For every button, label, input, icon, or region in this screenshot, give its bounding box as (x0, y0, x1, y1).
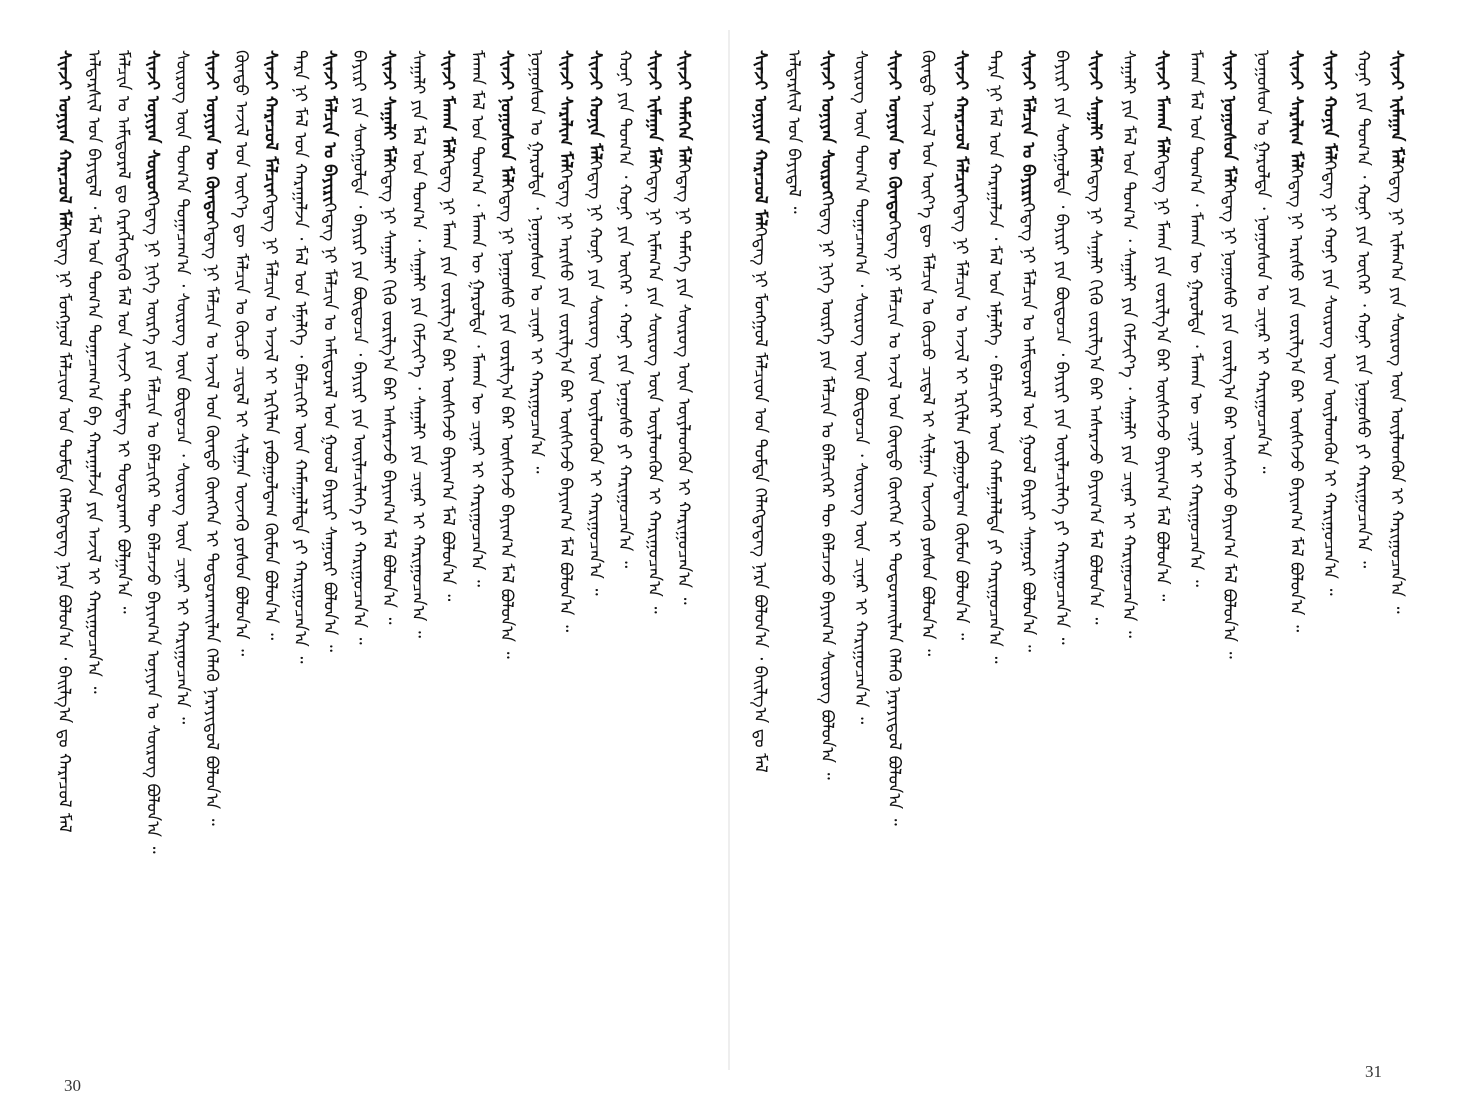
term-heading: ᠰᠢᠨᠵᠢ ᠰᠠᠭᠠᠯᠢ ᠮᠠᠯ (378, 50, 399, 165)
text-column (143, 50, 163, 1050)
term-heading: ᠰᠢᠨᠵᠢ ᠢᠮᠠᠭᠠᠨ ᠮᠠᠯ (644, 50, 664, 166)
term-heading: ᠰᠢᠨᠵᠢ ᠬᠣᠨᠢᠨ ᠮᠠᠯ (585, 50, 605, 162)
term-heading: ᠰᠢᠨᠵᠢ ᠮᠠᠯᠴᠢᠨ ᠤ ᠪᠠᠶᠢᠷᠢ (319, 50, 340, 204)
column-text: ᠪᠠᠶᠢᠷᠢ ᠶᠢᠨ ᠰᠣᠩᠭᠤᠯᠲᠠ ᠂ ᠪᠠᠶᠢᠷᠢ ᠶᠢᠨ ᠪᠦᠲᠦᠴᠡ ᠂ ᠪᠠᠶᠢᠷᠢ ᠶᠢᠨ ᠦᠶᠯᠡᠴᠢᠯᠡᠭᠡ ᠶᠢ ᠬᠠᠷᠢᠭᠤᠴᠠᠨ᠎ᠠ ᠃ (1051, 50, 1072, 645)
term-heading: ᠰᠢᠨᠵᠢ ᠤᠨᠢᠶᠡᠨ ᠦ ᠬᠦᠨᠳᠦ (201, 50, 222, 222)
column-text: ᠭᠡᠳᠡᠭ ᠨᠢ ᠢᠮᠠᠭ᠎ᠠ ᠶᠢᠨ ᠰᠦᠷᠦᠭ ᠦᠨ ᠦᠶᠯᠡᠳᠬᠦᠨ ᠢ ᠬᠠᠷᠢᠭᠤᠴᠠᠨ᠎ᠠ ᠃ (644, 165, 664, 614)
column-text: ᠭᠡᠳᠡᠭ ᠨᠢ ᠮᠠᠯᠴᠢᠨ ᠤ ᠠᠵᠢᠯ ᠤᠨ ᠬᠦᠨᠳᠦ ᠬᠥᠩᠭᠡᠨ ᠢ ᠲᠣᠳᠤᠷᠬᠠᠢᠯᠠᠨ ᠬᠡᠯᠡᠬᠦ ᠨᠡᠷᠡᠶᠢᠳᠦᠯ ᠪᠣᠯᠤᠨ᠎ᠠ ᠃ (201, 221, 222, 826)
column-text: ᠬᠣᠨᠢ ᠶᠢᠨ ᠲᠣᠭ᠎ᠠ ᠂ ᠬᠣᠨᠢ ᠶᠢᠨ ᠦᠭᠡᠷ ᠂ ᠬᠣᠨᠢ ᠶᠢᠨ ᠨᠣᠭᠤᠰᠤ ᠶᠢ ᠬᠠᠷᠢᠭᠤᠴᠠᠨ᠎ᠠ ᠃ (614, 50, 635, 569)
term-heading: ᠰᠢᠨᠵᠢ ᠤᠨᠢᠶᠡᠨ ᠰᠦᠷᠦᠭ (142, 50, 163, 198)
column-text: ᠭᠡᠳᠡᠭ ᠨᠢ ᠨᠣᠭᠤᠰᠤ ᠶᠢᠨ ᠵᠣᠷᠢᠯᠭ᠎ᠠ ᠪᠠᠷ ᠥᠰᠬᠡᠵᠦ ᠪᠠᠶᠢᠭ᠎ᠠ ᠮᠠᠯ ᠪᠣᠯᠤᠨ᠎ᠠ ᠃ (1219, 184, 1239, 659)
column-text: ᠠᠯᠳᠠᠷᠰᠢᠯ ᠤᠨ ᠪᠠᠶᠢᠳᠠᠯ ᠂ ᠮᠠᠯ ᠤᠨ ᠲᠣᠭ᠎ᠠ ᠲᠣᠭᠠᠴᠠᠭ᠎ᠠ ᠪᠠ ᠬᠠᠷᠠᠭᠠᠯᠵᠠ ᠶᠢᠨ ᠠᠵᠢᠯ ᠢ ᠬᠠᠷᠢᠭᠤᠴᠠᠨ᠎ᠠ ᠃ (83, 50, 104, 694)
column-text: ᠬᠣᠨᠢ ᠶᠢᠨ ᠲᠣᠭ᠎ᠠ ᠂ ᠬᠣᠨᠢ ᠶᠢᠨ ᠦᠭᠡᠷ ᠂ ᠬᠣᠨᠢ ᠶᠢᠨ ᠨᠣᠭᠤᠰᠤ ᠶᠢ ᠬᠠᠷᠢᠭᠤᠴᠠᠨ᠎ᠠ ᠃ (1353, 50, 1373, 569)
text-column (1387, 50, 1407, 1050)
term-heading: ᠰᠢᠨᠵᠢ ᠤᠨᠢᠶᠡᠨ ᠬᠠᠷᠠᠴᠤᠯ ᠮᠠᠯ (750, 50, 770, 228)
left-page (0, 0, 730, 1107)
column-text: ᠭᠡᠳᠡᠭ ᠨᠢ ᠮᠣᠩᠭᠣᠯ ᠮᠠᠯᠴᠢᠳ ᠤᠨ ᠳᠤᠮᠳᠠ ᠬᠡᠯᠡᠭᠳᠡᠳᠡᠭ ᠨᠡᠷᠡ ᠪᠣᠯᠤᠨ᠎ᠠ ᠂ ᠪᠠᠢᠯᠭ᠎ᠠ ᠳᠤ ᠮᠠᠯ (750, 227, 770, 773)
text-column (497, 50, 517, 1050)
text-column (951, 50, 971, 1050)
column-text: ᠰᠦᠷᠦᠭ ᠦᠨ ᠲᠣᠭ᠎ᠠ ᠲᠣᠭᠠᠴᠠᠭ᠎ᠠ ᠂ ᠰᠦᠷᠦᠭ ᠦᠨ ᠪᠦᠲᠦᠴᠡ ᠂ ᠰᠦᠷᠦᠭ ᠦᠨ ᠴᠢᠨᠠᠷ ᠢ ᠬᠠᠷᠢᠭᠤᠴᠠᠨ᠎ᠠ ᠃ (172, 50, 192, 725)
text-column (644, 50, 664, 1050)
text-column (615, 50, 635, 1050)
term-heading: ᠰᠢᠨᠵᠢ ᠬᠠᠷᠠᠴᠤᠯ ᠮᠠᠯᠴᠢᠨ (951, 50, 971, 195)
column-text: ᠭᠡᠳᠡᠭ ᠨᠢ ᠲᠡᠮᠡᠭᠡ ᠶᠢᠨ ᠰᠦᠷᠦᠭ ᠦᠨ ᠦᠶᠯᠡᠳᠬᠦᠨ ᠢ ᠬᠠᠷᠢᠭᠤᠴᠠᠨ᠎ᠠ ᠃ (673, 164, 694, 605)
text-column (585, 50, 605, 1050)
text-column (1085, 50, 1105, 1050)
text-column (290, 50, 310, 1050)
text-column (884, 50, 904, 1050)
text-column (172, 50, 192, 1050)
column-text: ᠮᠠᠬᠠᠨ ᠮᠠᠯ ᠤᠨ ᠲᠣᠭ᠎ᠠ ᠂ ᠮᠠᠬᠠᠨ ᠦ ᠭᠠᠷᠤᠯᠲᠠ ᠂ ᠮᠠᠬᠠᠨ ᠦ ᠴᠢᠨᠠᠷ ᠢ ᠬᠠᠷᠢᠭᠤᠴᠠᠨ᠎ᠠ ᠃ (467, 50, 487, 587)
term-heading: ᠰᠢᠨᠵᠢ ᠢᠮᠠᠭᠠᠨ ᠮᠠᠯ (1386, 50, 1407, 166)
column-text: ᠲᠡᠷᠡ ᠨᠢ ᠮᠠᠯ ᠤᠨ ᠬᠠᠷᠠᠭᠠᠯᠵᠠ ᠂ ᠮᠠᠯ ᠤᠨ ᠡᠮᠨᠡᠯᠭᠡ ᠂ ᠪᠡᠯᠴᠢᠭᠡᠷ ᠦᠨ ᠬᠠᠮᠠᠭᠠᠯᠠᠯᠲᠠ ᠶᠢ ᠬᠠᠷᠢᠭᠤᠴᠠᠨ᠎ᠠ ᠃ (984, 50, 1005, 664)
text-column (261, 50, 281, 1050)
text-column (1186, 50, 1206, 1050)
term-heading: ᠰᠢᠨᠵᠢ ᠬᠠᠷᠠᠴᠤᠯ ᠮᠠᠯᠴᠢᠨ (260, 50, 281, 195)
text-column (1253, 50, 1273, 1050)
text-column (202, 50, 222, 1050)
page-number-left: 30 (64, 1076, 81, 1095)
column-text: ᠭᠡᠳᠡᠭ ᠨᠢ ᠢᠮᠠᠭ᠎ᠠ ᠶᠢᠨ ᠰᠦᠷᠦᠭ ᠦᠨ ᠦᠶᠯᠡᠳᠬᠦᠨ ᠢ ᠬᠠᠷᠢᠭᠤᠴᠠᠨ᠎ᠠ ᠃ (1386, 165, 1407, 614)
column-text: ᠭᠡᠳᠡᠭ ᠨᠢ ᠮᠣᠩᠭᠣᠯ ᠮᠠᠯᠴᠢᠳ ᠤᠨ ᠳᠤᠮᠳᠠ ᠬᠡᠯᠡᠭᠳᠡᠳᠡᠭ ᠨᠡᠷᠡ ᠪᠣᠯᠤᠨ᠎ᠠ ᠂ ᠪᠠᠢᠯᠭ᠎ᠠ ᠳᠤ ᠬᠠᠷᠠᠴᠤᠯ ᠮᠠᠯ (54, 227, 74, 833)
text-column (817, 50, 837, 1050)
text-column (438, 50, 458, 1050)
column-text: ᠪᠠᠶᠢᠷᠢ ᠶᠢᠨ ᠰᠣᠩᠭᠤᠯᠲᠠ ᠂ ᠪᠠᠶᠢᠷᠢ ᠶᠢᠨ ᠪᠦᠲᠦᠴᠡ ᠂ ᠪᠠᠶᠢᠷᠢ ᠶᠢᠨ ᠦᠶᠯᠡᠴᠢᠯᠡᠭᠡ ᠶᠢ ᠬᠠᠷᠢᠭᠤᠴᠠᠨ᠎ᠠ ᠃ (349, 50, 369, 645)
text-column (320, 50, 340, 1050)
text-column (1052, 50, 1072, 1050)
term-heading: ᠰᠢᠨᠵᠢ ᠤᠨᠢᠶᠡᠨ ᠬᠠᠷᠠᠴᠤᠯ ᠮᠠᠯ (54, 50, 74, 228)
column-text: ᠬᠦᠨᠳᠦ ᠠᠵᠢᠯ ᠤᠨ ᠦᠶ᠎ᠡ ᠳᠦ ᠮᠠᠯᠴᠢᠨ ᠤ ᠬᠦᠴᠦ ᠴᠢᠳᠠᠯ ᠢ ᠰᠢᠯᠭᠠᠨ ᠦᠵᠡᠬᠦ ᠶᠣᠰᠣᠨ ᠪᠣᠯᠤᠨ᠎ᠠ ᠃ (231, 50, 251, 657)
term-heading: ᠰᠢᠨᠵᠢ ᠨᠣᠭᠤᠰᠤᠨ ᠮᠠᠯ (1219, 50, 1239, 185)
column-text: ᠮᠠᠬᠠᠨ ᠮᠠᠯ ᠤᠨ ᠲᠣᠭ᠎ᠠ ᠂ ᠮᠠᠬᠠᠨ ᠦ ᠭᠠᠷᠤᠯᠲᠠ ᠂ ᠮᠠᠬᠠᠨ ᠦ ᠴᠢᠨᠠᠷ ᠢ ᠬᠠᠷᠢᠭᠤᠴᠠᠨ᠎ᠠ ᠃ (1185, 50, 1206, 587)
column-text: ᠰᠠᠭᠠᠯᠢ ᠶᠢᠨ ᠮᠠᠯ ᠤᠨ ᠲᠣᠭ᠎ᠠ ᠂ ᠰᠠᠭᠠᠯᠢ ᠶᠢᠨ ᠬᠡᠮᠵᠢᠶ᠎ᠡ ᠂ ᠰᠠᠭᠠᠯᠢ ᠶᠢᠨ ᠴᠢᠨᠠᠷ ᠢ ᠬᠠᠷᠢᠭᠤᠴᠠᠨ᠎ᠠ ᠃ (408, 50, 428, 638)
column-text: ᠭᠡᠳᠡᠭ ᠨᠢ ᠠᠷᠢᠰᠤ ᠶᠢᠨ ᠵᠣᠷᠢᠯᠭ᠎ᠠ ᠪᠠᠷ ᠥᠰᠬᠡᠵᠦ ᠪᠠᠶᠢᠭ᠎ᠠ ᠮᠠᠯ ᠪᠣᠯᠤᠨ᠎ᠠ ᠃ (555, 169, 576, 633)
text-column (1353, 50, 1373, 1050)
text-column (918, 50, 938, 1050)
column-text: ᠭᠡᠳᠡᠭ ᠨᠢ ᠮᠠᠯᠴᠢᠨ ᠤ ᠠᠵᠢᠯ ᠢ ᠡᠷᠬᠢᠯᠡᠨ ᠶᠠᠪᠤᠭᠤᠯᠳᠠᠭ ᠬᠦᠮᠦᠨ ᠪᠣᠯᠤᠨ᠎ᠠ ᠃ (951, 194, 971, 641)
column-text: ᠭᠡᠳᠡᠭ ᠨᠢ ᠬᠣᠨᠢ ᠶᠢᠨ ᠰᠦᠷᠦᠭ ᠦᠨ ᠦᠶᠯᠡᠳᠬᠦᠨ ᠢ ᠬᠠᠷᠢᠭᠤᠴᠠᠨ᠎ᠠ ᠃ (1319, 161, 1340, 596)
text-column (349, 50, 369, 1050)
column-text: ᠠᠯᠳᠠᠷᠰᠢᠯ ᠤᠨ ᠪᠠᠶᠢᠳᠠᠯ ᠃ (783, 50, 804, 214)
text-column (1152, 50, 1172, 1050)
text-column (467, 50, 487, 1050)
column-text: ᠰᠦᠷᠦᠭ ᠦᠨ ᠲᠣᠭ᠎ᠠ ᠲᠣᠭᠠᠴᠠᠭ᠎ᠠ ᠂ ᠰᠦᠷᠦᠭ ᠦᠨ ᠪᠦᠲᠦᠴᠡ ᠂ ᠰᠦᠷᠦᠭ ᠦᠨ ᠴᠢᠨᠠᠷ ᠢ ᠬᠠᠷᠢᠭᠤᠴᠠᠨ᠎ᠠ ᠃ (850, 50, 871, 725)
column-text: ᠭᠡᠳᠡᠭ ᠨᠢ ᠰᠠᠭᠠᠯᠢ ᠬᠢᠬᠦ ᠵᠣᠷᠢᠯᠭ᠎ᠠ ᠪᠠᠷ ᠠᠰᠠᠷᠠᠵᠤ ᠪᠠᠶᠢᠭ᠎ᠠ ᠮᠠᠯ ᠪᠣᠯᠤᠨ᠎ᠠ ᠃ (378, 164, 399, 625)
term-heading: ᠰᠢᠨᠵᠢ ᠰᠠᠭᠠᠯᠢ ᠮᠠᠯ (1085, 50, 1105, 165)
column-text: ᠬᠦᠨᠳᠦ ᠠᠵᠢᠯ ᠤᠨ ᠦᠶ᠎ᠡ ᠳᠦ ᠮᠠᠯᠴᠢᠨ ᠤ ᠬᠦᠴᠦ ᠴᠢᠳᠠᠯ ᠢ ᠰᠢᠯᠭᠠᠨ ᠦᠵᠡᠬᠦ ᠶᠣᠰᠣᠨ ᠪᠣᠯᠤᠨ᠎ᠠ ᠃ (917, 50, 938, 657)
text-column (526, 50, 546, 1050)
text-column (54, 50, 74, 1050)
text-column (1119, 50, 1139, 1050)
column-text: ᠭᠡᠳᠡᠭ ᠨᠢ ᠮᠠᠬᠠ ᠶᠢᠨ ᠵᠣᠷᠢᠯᠭ᠎ᠠ ᠪᠠᠷ ᠥᠰᠬᠡᠵᠦ ᠪᠠᠶᠢᠭ᠎ᠠ ᠮᠠᠯ ᠪᠣᠯᠤᠨ᠎ᠠ ᠃ (1152, 154, 1172, 602)
column-text: ᠭᠡᠳᠡᠭ ᠨᠢ ᠨᠢᠭᠡ ᠥᠷᠬᠡ ᠶᠢᠨ ᠮᠠᠯᠴᠢᠨ ᠤ ᠪᠡᠯᠴᠢᠭᠡᠷ ᠲᠦ ᠪᠡᠯᠴᠡᠵᠦ ᠪᠠᠶᠢᠭ᠎ᠠ ᠰᠦᠷᠦᠭ ᠪᠣᠯᠤᠨ᠎ᠠ ᠃ (817, 197, 837, 780)
column-text: ᠭᠡᠳᠡᠭ ᠨᠢ ᠠᠷᠢᠰᠤ ᠶᠢᠨ ᠵᠣᠷᠢᠯᠭ᠎ᠠ ᠪᠠᠷ ᠥᠰᠬᠡᠵᠦ ᠪᠠᠶᠢᠭ᠎ᠠ ᠮᠠᠯ ᠪᠣᠯᠤᠨ᠎ᠠ ᠃ (1286, 169, 1306, 633)
text-column (113, 50, 133, 1050)
term-heading: ᠰᠢᠨᠵᠢ ᠬᠣᠨᠢᠨ ᠮᠠᠯ (1319, 50, 1340, 162)
column-text: ᠨᠣᠭᠤᠰᠤᠨ ᠤ ᠭᠠᠷᠤᠯᠲᠠ ᠂ ᠨᠣᠭᠤᠰᠤᠨ ᠤ ᠴᠢᠨᠠᠷ ᠢ ᠬᠠᠷᠢᠭᠤᠴᠠᠨ᠎ᠠ ᠃ (526, 50, 546, 474)
text-column (750, 50, 770, 1050)
term-heading: ᠰᠢᠨᠵᠢ ᠮᠠᠯᠴᠢᠨ ᠤ ᠪᠠᠶᠢᠷᠢ (1018, 50, 1038, 204)
column-text: ᠭᠡᠳᠡᠭ ᠨᠢ ᠮᠠᠬᠠ ᠶᠢᠨ ᠵᠣᠷᠢᠯᠭ᠎ᠠ ᠪᠠᠷ ᠥᠰᠬᠡᠵᠦ ᠪᠠᠶᠢᠭ᠎ᠠ ᠮᠠᠯ ᠪᠣᠯᠤᠨ᠎ᠠ ᠃ (437, 154, 458, 602)
column-text: ᠮᠠᠯᠴᠢᠨ ᠤ ᠠᠮᠢᠳᠤᠷᠠᠯ ᠳᠤ ᠬᠡᠷᠡᠭᠯᠡᠭᠳᠡᠬᠦ ᠮᠠᠯ ᠤᠨ ᠰᠢᠨᠵᠢ ᠲᠡᠮᠳᠡᠭ ᠢ ᠲᠣᠳᠤᠷᠬᠠᠢ ᠪᠣᠯᠭᠠᠨ᠎ᠠ ᠃ (113, 50, 133, 614)
column-text: ᠨᠣᠭᠤᠰᠤᠨ ᠤ ᠭᠠᠷᠤᠯᠲᠠ ᠂ ᠨᠣᠭᠤᠰᠤᠨ ᠤ ᠴᠢᠨᠠᠷ ᠢ ᠬᠠᠷᠢᠭᠤᠴᠠᠨ᠎ᠠ ᠃ (1252, 50, 1273, 474)
term-heading: ᠰᠢᠨᠵᠢ ᠨᠣᠭᠤᠰᠤᠨ ᠮᠠᠯ (496, 50, 517, 185)
term-heading: ᠰᠢᠨᠵᠢ ᠤᠨᠢᠶᠡᠨ ᠦ ᠬᠦᠨᠳᠦ (884, 50, 904, 222)
column-text: ᠭᠡᠳᠡᠭ ᠨᠢ ᠨᠣᠭᠤᠰᠤ ᠶᠢᠨ ᠵᠣᠷᠢᠯᠭ᠎ᠠ ᠪᠠᠷ ᠥᠰᠬᠡᠵᠦ ᠪᠠᠶᠢᠭ᠎ᠠ ᠮᠠᠯ ᠪᠣᠯᠤᠨ᠎ᠠ ᠃ (496, 184, 517, 659)
text-column (231, 50, 251, 1050)
term-heading: ᠰᠢᠨᠵᠢ ᠰᠠᠷᠠᠯᠢᠭ ᠮᠠᠯ (555, 50, 576, 170)
column-text: ᠲᠡᠷᠡ ᠨᠢ ᠮᠠᠯ ᠤᠨ ᠬᠠᠷᠠᠭᠠᠯᠵᠠ ᠂ ᠮᠠᠯ ᠤᠨ ᠡᠮᠨᠡᠯᠭᠡ ᠂ ᠪᠡᠯᠴᠢᠭᠡᠷ ᠦᠨ ᠬᠠᠮᠠᠭᠠᠯᠠᠯᠲᠠ ᠶᠢ ᠬᠠᠷᠢᠭᠤᠴᠠᠨ᠎ᠠ ᠃ (290, 50, 310, 664)
column-text: ᠭᠡᠳᠡᠭ ᠨᠢ ᠰᠠᠭᠠᠯᠢ ᠬᠢᠬᠦ ᠵᠣᠷᠢᠯᠭ᠎ᠠ ᠪᠠᠷ ᠠᠰᠠᠷᠠᠵᠤ ᠪᠠᠶᠢᠭ᠎ᠠ ᠮᠠᠯ ᠪᠣᠯᠤᠨ᠎ᠠ ᠃ (1085, 164, 1105, 625)
text-column (851, 50, 871, 1050)
text-column (556, 50, 576, 1050)
text-column (1018, 50, 1038, 1050)
column-text: ᠭᠡᠳᠡᠭ ᠨᠢ ᠮᠠᠯᠴᠢᠨ ᠤ ᠠᠵᠢᠯ ᠤᠨ ᠬᠦᠨᠳᠦ ᠬᠥᠩᠭᠡᠨ ᠢ ᠲᠣᠳᠤᠷᠬᠠᠢᠯᠠᠨ ᠬᠡᠯᠡᠬᠦ ᠨᠡᠷᠡᠶᠢᠳᠦᠯ ᠪᠣᠯᠤᠨ᠎ᠠ ᠃ (884, 221, 904, 826)
page-number-right: 31 (1365, 1062, 1382, 1081)
term-heading: ᠰᠢᠨᠵᠢ ᠤᠨᠢᠶᠡᠨ ᠰᠦᠷᠦᠭ (817, 50, 837, 198)
column-text: ᠭᠡᠳᠡᠭ ᠨᠢ ᠮᠠᠯᠴᠢᠨ ᠤ ᠠᠮᠢᠳᠤᠷᠠᠯ ᠤᠨ ᠭᠣᠣᠯ ᠪᠠᠶᠢᠷᠢ ᠰᠠᠭᠤᠷᠢ ᠪᠣᠯᠤᠨ᠎ᠠ ᠃ (319, 203, 340, 652)
column-text: ᠭᠡᠳᠡᠭ ᠨᠢ ᠮᠠᠯᠴᠢᠨ ᠤ ᠠᠵᠢᠯ ᠢ ᠡᠷᠬᠢᠯᠡᠨ ᠶᠠᠪᠤᠭᠤᠯᠳᠠᠭ ᠬᠦᠮᠦᠨ ᠪᠣᠯᠤᠨ᠎ᠠ ᠃ (260, 194, 281, 641)
column-text: ᠰᠠᠭᠠᠯᠢ ᠶᠢᠨ ᠮᠠᠯ ᠤᠨ ᠲᠣᠭ᠎ᠠ ᠂ ᠰᠠᠭᠠᠯᠢ ᠶᠢᠨ ᠬᠡᠮᠵᠢᠶ᠎ᠡ ᠂ ᠰᠠᠭᠠᠯᠢ ᠶᠢᠨ ᠴᠢᠨᠠᠷ ᠢ ᠬᠠᠷᠢᠭᠤᠴᠠᠨ᠎ᠠ ᠃ (1118, 50, 1139, 638)
text-column (408, 50, 428, 1050)
text-column (379, 50, 399, 1050)
column-text: ᠭᠡᠳᠡᠭ ᠨᠢ ᠬᠣᠨᠢ ᠶᠢᠨ ᠰᠦᠷᠦᠭ ᠦᠨ ᠦᠶᠯᠡᠳᠬᠦᠨ ᠢ ᠬᠠᠷᠢᠭᠤᠴᠠᠨ᠎ᠠ ᠃ (585, 161, 605, 596)
text-column (84, 50, 104, 1050)
term-heading: ᠰᠢᠨᠵᠢ ᠰᠠᠷᠠᠯᠢᠭ ᠮᠠᠯ (1286, 50, 1306, 170)
column-text: ᠭᠡᠳᠡᠭ ᠨᠢ ᠮᠠᠯᠴᠢᠨ ᠤ ᠠᠮᠢᠳᠤᠷᠠᠯ ᠤᠨ ᠭᠣᠣᠯ ᠪᠠᠶᠢᠷᠢ ᠰᠠᠭᠤᠷᠢ ᠪᠣᠯᠤᠨ᠎ᠠ ᠃ (1018, 203, 1038, 652)
term-heading: ᠰᠢᠨᠵᠢ ᠮᠠᠬᠠᠨ ᠮᠠᠯ (1152, 50, 1172, 155)
text-column (985, 50, 1005, 1050)
term-heading: ᠰᠢᠨᠵᠢ ᠮᠠᠬᠠᠨ ᠮᠠᠯ (437, 50, 458, 155)
text-column (1219, 50, 1239, 1050)
text-column (674, 50, 694, 1050)
text-column (1320, 50, 1340, 1050)
text-column (1286, 50, 1306, 1050)
text-column (784, 50, 804, 1050)
right-page (730, 0, 1461, 1107)
term-heading: ᠰᠢᠨᠵᠢ ᠲᠡᠮᠡᠭᠡᠨ ᠮᠠᠯ (673, 50, 694, 165)
column-text: ᠭᠡᠳᠡᠭ ᠨᠢ ᠨᠢᠭᠡ ᠥᠷᠬᠡ ᠶᠢᠨ ᠮᠠᠯᠴᠢᠨ ᠤ ᠪᠡᠯᠴᠢᠭᠡᠷ ᠲᠦ ᠪᠡᠯᠴᠡᠵᠦ ᠪᠠᠶᠢᠭ᠎ᠠ ᠤᠨᠢᠶᠡᠨ ᠤ ᠰᠦᠷᠦᠭ ᠪᠣᠯᠤᠨ᠎ᠠ ᠃ (142, 197, 163, 854)
